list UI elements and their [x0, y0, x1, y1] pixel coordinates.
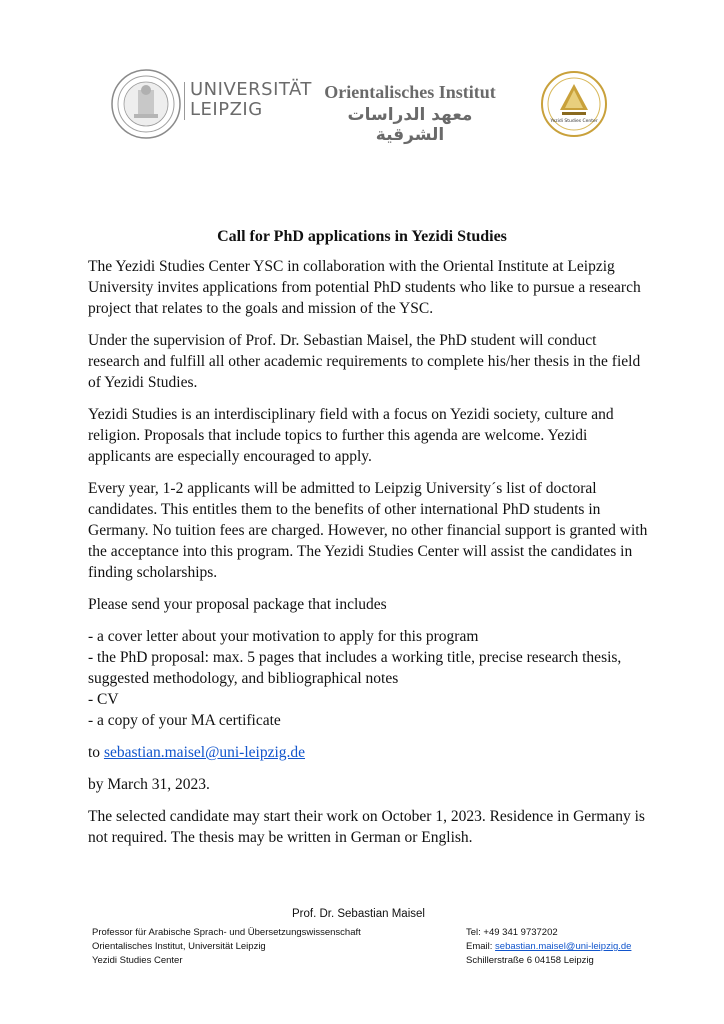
paragraph-field: Yezidi Studies is an interdisciplinary field with a focus on Yezidi society, culture and religion. Proposals that include topics to further this agenda are welcome. Yezidi applicants are especially encouraged to apply.	[88, 406, 614, 465]
footer-email-link[interactable]: sebastian.maisel@uni-leipzig.de	[495, 941, 632, 952]
footer-affiliation-line: Orientalisches Institut, Universität Leipzig	[92, 941, 266, 952]
email-link[interactable]: sebastian.maisel@uni-leipzig.de	[103, 744, 306, 761]
university-line2: LEIPZIG	[190, 99, 263, 120]
university-wordmark	[190, 80, 312, 120]
university-seal-icon	[110, 68, 182, 140]
letterhead	[0, 0, 724, 150]
paragraph-intro: The Yezidi Studies Center YSC in collaboration with the Oriental Institute at Leipzig University invites applications from potential PhD students who like to pursue a research project that relates to the goals and mission of the YSC.	[88, 258, 641, 317]
footer-name: Prof. Dr. Sebastian Maisel	[292, 908, 425, 920]
paragraph-closing: The selected candidate may start their work on October 1, 2023. Residence in Germany is not required. The thesis may be written in German or English.	[88, 808, 645, 846]
deadline: by March 31, 2023.	[88, 776, 210, 793]
send-to-prefix: to	[88, 744, 104, 761]
footer-address: Schillerstraße 6 04158 Leipzig	[466, 955, 594, 966]
list-item: - the PhD proposal: max. 5 pages that includes a working title, precise research thesis, suggested methodology, and bibliographical notes	[88, 649, 622, 687]
list-item: - a cover letter about your motivation to apply for this program	[88, 628, 479, 645]
footer-contact	[466, 926, 631, 968]
footer-tel: Tel: +49 341 9737202	[466, 927, 558, 938]
ysc-logo-text: Yezidi Studies Center	[550, 119, 598, 124]
university-line1: UNIVERSITÄT	[190, 79, 312, 100]
send-to-line	[88, 742, 648, 763]
institute-name-ar: معهد الدراسات الشرقية	[347, 105, 473, 145]
document-title: Call for PhD applications in Yezidi Studies	[217, 228, 507, 245]
footer-affiliation-line: Professor für Arabische Sprach- und Übersetzungswissenschaft	[92, 927, 361, 938]
requirements-list	[88, 626, 648, 731]
paragraph-supervision: Under the supervision of Prof. Dr. Sebastian Maisel, the PhD student will conduct research and fulfill all other academic requirements to complete his/her thesis in the field of Yezidi Studies.	[88, 332, 641, 391]
paragraph-admission: Every year, 1-2 applicants will be admitted to Leipzig University´s list of doctoral candidates. This entitles them to the benefits of other international PhD students in Germany. No tuition fees are charged. However, no other financial support is granted with the acceptance into this program. The Yezidi Studies Center will assist the candidates in finding scholarships.	[88, 480, 648, 581]
ysc-logo-icon	[540, 70, 608, 138]
list-item: - a copy of your MA certificate	[88, 712, 281, 729]
footer-affiliation-line: Yezidi Studies Center	[92, 955, 183, 966]
footer-email-prefix: Email:	[466, 941, 496, 952]
footer-affiliation	[92, 926, 361, 968]
footer-email-line	[466, 940, 631, 954]
institute-name-de: Orientalisches Institut	[324, 82, 496, 102]
letter-body	[88, 256, 648, 859]
list-item: - CV	[88, 691, 119, 708]
institute-name	[320, 82, 500, 145]
paragraph-request: Please send your proposal package that includes	[88, 596, 387, 613]
